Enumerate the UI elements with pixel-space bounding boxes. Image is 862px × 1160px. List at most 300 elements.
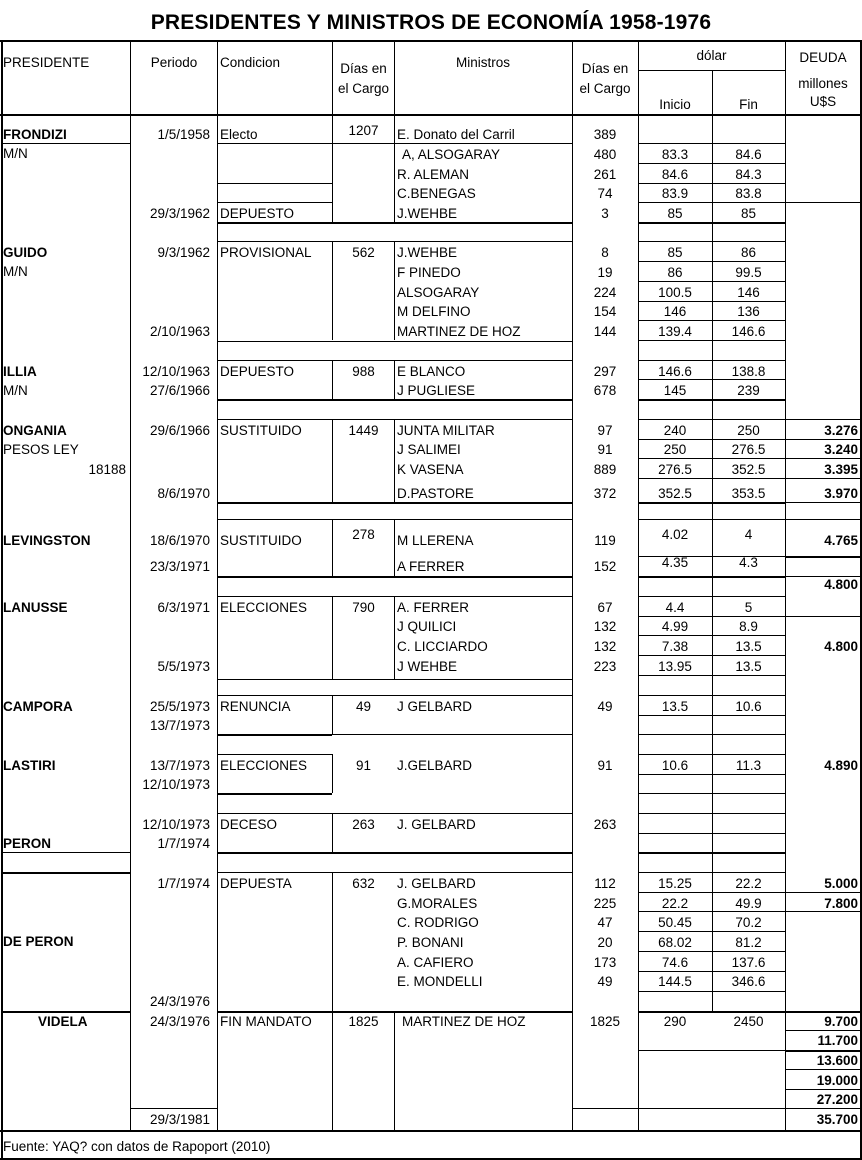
grid-line	[785, 458, 860, 459]
dolar-fin: 22.2	[735, 876, 762, 891]
debt-value: 4.890	[824, 758, 858, 773]
minister-days: 47	[597, 915, 613, 930]
president-name: DE PERON	[3, 934, 74, 949]
dolar-fin: 138.8	[731, 364, 766, 379]
minister-name: C.BENEGAS	[397, 186, 476, 201]
grid-line	[1, 143, 130, 144]
page-title: PRESIDENTES Y MINISTROS DE ECONOMÍA 1958-1976	[150, 11, 712, 34]
dolar-fin: 346.6	[731, 974, 766, 989]
grid-line	[638, 616, 785, 617]
grid-line	[217, 183, 332, 184]
grid-line	[638, 892, 785, 893]
column-header-fin: Fin	[739, 97, 758, 112]
currency-note: M/N	[3, 383, 28, 398]
dolar-inicio: 50.45	[658, 915, 692, 930]
grid-line	[217, 793, 332, 795]
grid-line	[638, 261, 785, 262]
grid-line	[217, 202, 332, 203]
grid-line	[332, 754, 333, 793]
grid-line	[638, 931, 785, 932]
grid-line	[332, 360, 333, 399]
grid-line	[130, 1108, 217, 1109]
grid-line	[638, 991, 785, 992]
dolar-inicio: 250	[663, 442, 687, 457]
currency-note: PESOS LEY	[3, 442, 79, 457]
grid-line	[638, 183, 785, 184]
condition-text: PROVISIONAL	[220, 245, 312, 260]
condition-text: Electo	[220, 127, 258, 142]
period-date: 1/7/1974	[157, 876, 210, 891]
grid-line	[638, 114, 639, 1130]
dolar-fin: 8.9	[739, 619, 758, 634]
grid-line	[638, 320, 785, 321]
dolar-inicio: 10.6	[661, 758, 689, 773]
grid-line	[638, 596, 785, 597]
president-days: 1449	[348, 423, 379, 438]
period-date: 27/6/1966	[149, 383, 210, 398]
minister-days: 297	[593, 364, 617, 379]
grid-line	[638, 576, 785, 578]
grid-line	[217, 596, 332, 597]
period-date: 2/10/1963	[149, 324, 210, 339]
minister-name: C. LICCIARDO	[397, 639, 488, 654]
minister-name: J WEHBE	[397, 659, 458, 674]
minister-name: J.WEHBE	[397, 245, 458, 260]
condition-text: SUSTITUIDO	[220, 423, 302, 438]
dolar-fin: 10.6	[735, 699, 762, 714]
grid-line	[332, 419, 572, 420]
grid-line	[638, 872, 785, 873]
column-header-dias: Días en	[340, 61, 387, 76]
dolar-inicio: 100.5	[658, 285, 692, 300]
minister-days: 74	[597, 186, 613, 201]
grid-line	[638, 635, 785, 636]
dolar-fin: 146.6	[731, 324, 766, 339]
president-name: ILLIA	[3, 364, 37, 379]
grid-line	[785, 1030, 860, 1031]
minister-days: 8	[601, 245, 609, 260]
grid-line	[217, 734, 332, 736]
minister-name: MARTINEZ DE HOZ	[397, 324, 521, 339]
grid-line	[638, 301, 785, 302]
grid-line	[785, 892, 860, 893]
dolar-inicio: 290	[663, 1014, 687, 1029]
dolar-inicio: 83.3	[661, 147, 689, 162]
grid-line	[332, 734, 572, 735]
grid-line	[217, 360, 332, 361]
grid-line	[332, 519, 333, 576]
grid-line	[638, 502, 785, 504]
debt-value: 11.700	[817, 1033, 858, 1048]
grid-line	[332, 241, 333, 340]
minister-days: 19	[597, 265, 613, 280]
grid-line	[638, 478, 785, 479]
grid-line	[638, 519, 785, 520]
column-header-inicio: Inicio	[659, 97, 691, 112]
grid-line	[638, 70, 785, 71]
column-header-periodo: Periodo	[150, 55, 198, 70]
minister-name: J GELBARD	[397, 699, 473, 714]
dolar-inicio: 139.4	[658, 324, 692, 339]
minister-days: 132	[593, 639, 617, 654]
president-days: 91	[355, 758, 372, 773]
debt-value: 7.800	[824, 896, 858, 911]
grid-line	[638, 695, 785, 696]
column-header-condicion: Condicion	[220, 55, 281, 70]
dolar-fin: 352.5	[731, 462, 766, 477]
grid-line	[217, 502, 332, 504]
grid-line	[638, 360, 785, 361]
minister-days: 263	[593, 817, 617, 832]
grid-line	[217, 679, 332, 680]
dolar-fin: 136	[737, 304, 760, 319]
dolar-inicio: 4.02	[661, 527, 689, 542]
president-days: 278	[352, 527, 375, 542]
grid-line	[332, 399, 572, 401]
minister-name: JUNTA MILITAR	[397, 423, 495, 438]
dolar-inicio: 68.02	[658, 935, 692, 950]
dolar-inicio: 146	[663, 304, 687, 319]
period-date: 25/5/1973	[149, 699, 210, 714]
president-name: VIDELA	[38, 1014, 88, 1029]
grid-line	[785, 911, 860, 912]
period-date: 12/10/1963	[142, 364, 210, 379]
period-date: 9/3/1962	[157, 245, 210, 260]
minister-name: J QUILICI	[397, 619, 457, 634]
president-days: 790	[352, 600, 375, 615]
dolar-inicio: 4.99	[661, 619, 689, 634]
minister-name: D.PASTORE	[397, 486, 474, 501]
dolar-fin: 4	[744, 527, 753, 542]
grid-line	[638, 951, 785, 952]
currency-note: 18188	[88, 462, 126, 477]
president-days: 562	[352, 245, 375, 260]
dolar-inicio: 13.5	[661, 699, 689, 714]
president-name: ONGANIA	[3, 423, 67, 438]
grid-line	[638, 241, 785, 242]
minister-days: 144	[593, 324, 617, 339]
condition-text: DEPUESTA	[220, 876, 292, 891]
minister-days: 3	[601, 206, 609, 221]
grid-line	[217, 419, 332, 420]
grid-line	[638, 754, 785, 755]
dolar-inicio: 352.5	[658, 486, 692, 501]
minister-days: 91	[597, 442, 613, 457]
minister-name: J. GELBARD	[397, 876, 476, 891]
dolar-fin: 276.5	[731, 442, 766, 457]
grid-line	[332, 1011, 333, 1130]
grid-line	[638, 379, 785, 380]
minister-name: C. RODRIGO	[397, 915, 479, 930]
column-header-ministros: Ministros	[455, 55, 510, 70]
dolar-inicio: 83.9	[661, 186, 689, 201]
grid-line	[332, 596, 572, 597]
dolar-inicio: 4.35	[661, 555, 689, 570]
grid-line	[785, 1050, 860, 1052]
president-name: CAMPORA	[3, 699, 73, 714]
president-days: 49	[355, 699, 372, 714]
minister-name: A, ALSOGARAY	[402, 147, 501, 162]
grid-line	[638, 281, 785, 282]
grid-line	[394, 360, 395, 399]
minister-days: 91	[597, 758, 613, 773]
minister-name: A. CAFIERO	[397, 955, 474, 970]
minister-name: A. FERRER	[397, 600, 470, 615]
minister-name: J.WEHBE	[397, 206, 458, 221]
minister-name: MARTINEZ DE HOZ	[402, 1014, 526, 1029]
grid-line	[332, 695, 333, 734]
debt-value: 5.000	[824, 876, 858, 891]
grid-line	[217, 341, 332, 342]
minister-name: A FERRER	[397, 559, 465, 574]
grid-line	[332, 596, 333, 679]
grid-line	[572, 40, 573, 114]
minister-days: 67	[597, 600, 613, 615]
minister-name: M LLERENA	[397, 533, 474, 548]
grid-line	[217, 872, 332, 873]
dolar-fin: 86	[740, 245, 757, 260]
grid-line	[785, 478, 860, 479]
minister-name: ALSOGARAY	[397, 285, 480, 300]
dolar-fin: 49.9	[735, 896, 762, 911]
grid-line	[572, 114, 573, 1130]
column-header-presidente: PRESIDENTE	[3, 55, 90, 70]
dolar-fin: 239	[737, 383, 760, 398]
grid-line	[332, 872, 333, 1011]
minister-days: 480	[593, 147, 617, 162]
debt-value: 27.200	[816, 1092, 858, 1107]
grid-line	[638, 734, 785, 735]
grid-line	[217, 241, 332, 242]
source-note: Fuente: YAQ? con datos de Rapoport (2010)	[3, 1139, 271, 1154]
president-days: 1825	[348, 1014, 379, 1029]
grid-line	[785, 576, 860, 577]
grid-line	[1, 872, 130, 874]
minister-days: 223	[593, 659, 617, 674]
dolar-fin: 81.2	[735, 935, 762, 950]
debt-value: 3.395	[824, 462, 858, 477]
dolar-inicio: 144.5	[658, 974, 692, 989]
grid-line	[217, 222, 332, 224]
grid-line	[394, 1011, 395, 1130]
dolar-fin: 5	[744, 600, 753, 615]
period-date: 29/3/1962	[149, 206, 210, 221]
minister-name: G.MORALES	[397, 896, 478, 911]
grid-line	[332, 341, 572, 342]
minister-days: 224	[593, 285, 617, 300]
grid-line	[217, 813, 332, 814]
dolar-fin: 85	[740, 206, 757, 221]
grid-line	[130, 114, 131, 1130]
grid-line	[332, 143, 572, 144]
period-date: 29/6/1966	[149, 423, 210, 438]
dolar-inicio: 85	[667, 245, 683, 260]
grid-line	[332, 241, 572, 242]
grid-line	[638, 458, 785, 459]
period-date: 12/10/1973	[142, 817, 210, 832]
dolar-fin: 137.6	[731, 955, 766, 970]
condition-text: ELECCIONES	[220, 758, 308, 773]
grid-line	[638, 222, 785, 224]
dolar-fin: 4.3	[739, 555, 758, 570]
period-date: 13/7/1973	[149, 718, 210, 733]
president-name: GUIDO	[3, 245, 48, 260]
debt-value: 35.700	[816, 1112, 858, 1127]
grid-line	[394, 40, 395, 114]
debt-value: 9.700	[824, 1014, 858, 1029]
period-date: 8/6/1970	[157, 486, 210, 501]
period-date: 1/7/1974	[157, 836, 210, 851]
minister-name: R. ALEMAN	[397, 167, 470, 182]
grid-line	[638, 399, 785, 401]
minister-days: 389	[593, 127, 617, 142]
grid-line	[785, 1108, 860, 1109]
dolar-inicio: 15.25	[658, 876, 692, 891]
grid-line	[638, 675, 785, 676]
grid-line	[638, 971, 785, 972]
grid-line	[785, 502, 860, 503]
president-name: LASTIRI	[3, 758, 56, 773]
minister-days: 49	[597, 974, 613, 989]
grid-line	[332, 872, 572, 873]
grid-line	[332, 576, 572, 578]
grid-line	[785, 616, 860, 617]
grid-line	[332, 114, 333, 222]
grid-line	[638, 793, 785, 794]
president-days: 263	[352, 817, 375, 832]
minister-days: 97	[597, 423, 613, 438]
minister-name: J. GELBARD	[397, 817, 476, 832]
grid-line	[638, 143, 785, 144]
grid-line	[332, 222, 572, 224]
grid-line	[1, 852, 130, 853]
grid-line	[332, 813, 572, 814]
grid-line	[638, 439, 785, 440]
dolar-inicio: 145	[663, 383, 687, 398]
grid-line	[217, 399, 332, 401]
grid-line	[712, 114, 713, 1011]
grid-line	[332, 1011, 572, 1013]
dolar-fin: 353.5	[731, 486, 766, 501]
minister-days: 889	[593, 462, 617, 477]
dolar-inicio: 85	[667, 206, 683, 221]
dolar-fin: 11.3	[735, 758, 762, 773]
grid-line	[1, 1011, 130, 1013]
grid-line	[785, 1069, 860, 1070]
minister-days: 1825	[589, 1014, 621, 1029]
currency-note: M/N	[3, 264, 28, 279]
dolar-inicio: 86	[667, 265, 683, 280]
minister-name: J SALIMEI	[397, 442, 461, 457]
minister-days: 112	[594, 876, 616, 891]
grid-line	[217, 852, 332, 854]
minister-name: K VASENA	[397, 462, 464, 477]
grid-line	[394, 519, 395, 576]
debt-value: 13.600	[816, 1053, 858, 1068]
dolar-fin: 84.6	[735, 147, 762, 162]
grid-line	[785, 439, 860, 440]
currency-note: M/N	[3, 146, 28, 161]
grid-line	[217, 143, 332, 144]
grid-line	[332, 40, 333, 114]
debt-value: 3.970	[824, 486, 858, 501]
grid-line	[217, 754, 332, 755]
debt-value: 4.800	[824, 639, 858, 654]
grid-line	[785, 114, 786, 1130]
condition-text: DECESO	[220, 817, 278, 832]
grid-line	[332, 360, 572, 361]
column-header-deuda: DEUDA	[799, 50, 847, 65]
dolar-inicio: 4.4	[665, 600, 685, 615]
grid-line	[394, 596, 395, 679]
minister-days: 225	[593, 896, 617, 911]
grid-line	[394, 241, 395, 340]
minister-name: E. Donato del Carril	[397, 127, 515, 142]
dolar-inicio: 240	[663, 423, 687, 438]
debt-value: 4.765	[824, 533, 858, 548]
dolar-inicio: 276.5	[658, 462, 692, 477]
grid-line	[638, 715, 785, 716]
minister-days: 119	[594, 533, 616, 548]
grid-line	[332, 813, 333, 852]
minister-name: J.GELBARD	[397, 758, 473, 773]
grid-line	[638, 556, 785, 557]
condition-text: RENUNCIA	[220, 699, 291, 714]
grid-line	[217, 40, 218, 114]
grid-line	[638, 1050, 785, 1051]
period-date: 13/7/1973	[149, 758, 210, 773]
grid-line	[217, 576, 332, 578]
grid-line	[785, 1089, 860, 1090]
grid-line	[332, 679, 572, 680]
grid-line	[332, 419, 333, 502]
column-header-deuda-unit: U$S	[809, 94, 837, 109]
period-date: 29/3/1981	[149, 1112, 210, 1127]
president-days: 632	[352, 876, 375, 891]
grid-line	[0, 1130, 862, 1132]
grid-line	[332, 519, 572, 520]
president-name: LANUSSE	[3, 600, 68, 615]
dolar-fin: 146	[737, 285, 760, 300]
grid-line	[217, 695, 332, 696]
minister-name: F PINEDO	[397, 265, 461, 280]
grid-line	[785, 202, 860, 203]
dolar-inicio: 84.6	[661, 167, 689, 182]
dolar-fin: 13.5	[735, 639, 762, 654]
dolar-inicio: 7.38	[661, 639, 689, 654]
grid-line	[217, 1011, 332, 1013]
grid-line	[638, 813, 785, 814]
grid-line	[638, 774, 785, 775]
minister-days: 152	[593, 559, 617, 574]
condition-text: FIN MANDATO	[220, 1014, 312, 1029]
grid-line	[638, 833, 785, 834]
grid-line	[638, 1011, 785, 1013]
dolar-fin: 84.3	[735, 167, 762, 182]
minister-name: P. BONANI	[397, 935, 464, 950]
dolar-inicio: 22.2	[661, 896, 689, 911]
minister-name: M DELFINO	[397, 304, 471, 319]
period-date: 24/3/1976	[149, 1014, 210, 1029]
grid-line	[638, 340, 785, 341]
dolar-inicio: 13.95	[658, 659, 692, 674]
minister-name: J PUGLIESE	[397, 383, 476, 398]
grid-line	[332, 852, 572, 854]
grid-line	[638, 419, 785, 420]
dolar-fin: 250	[737, 423, 760, 438]
minister-days: 372	[593, 486, 617, 501]
grid-line	[638, 911, 785, 912]
